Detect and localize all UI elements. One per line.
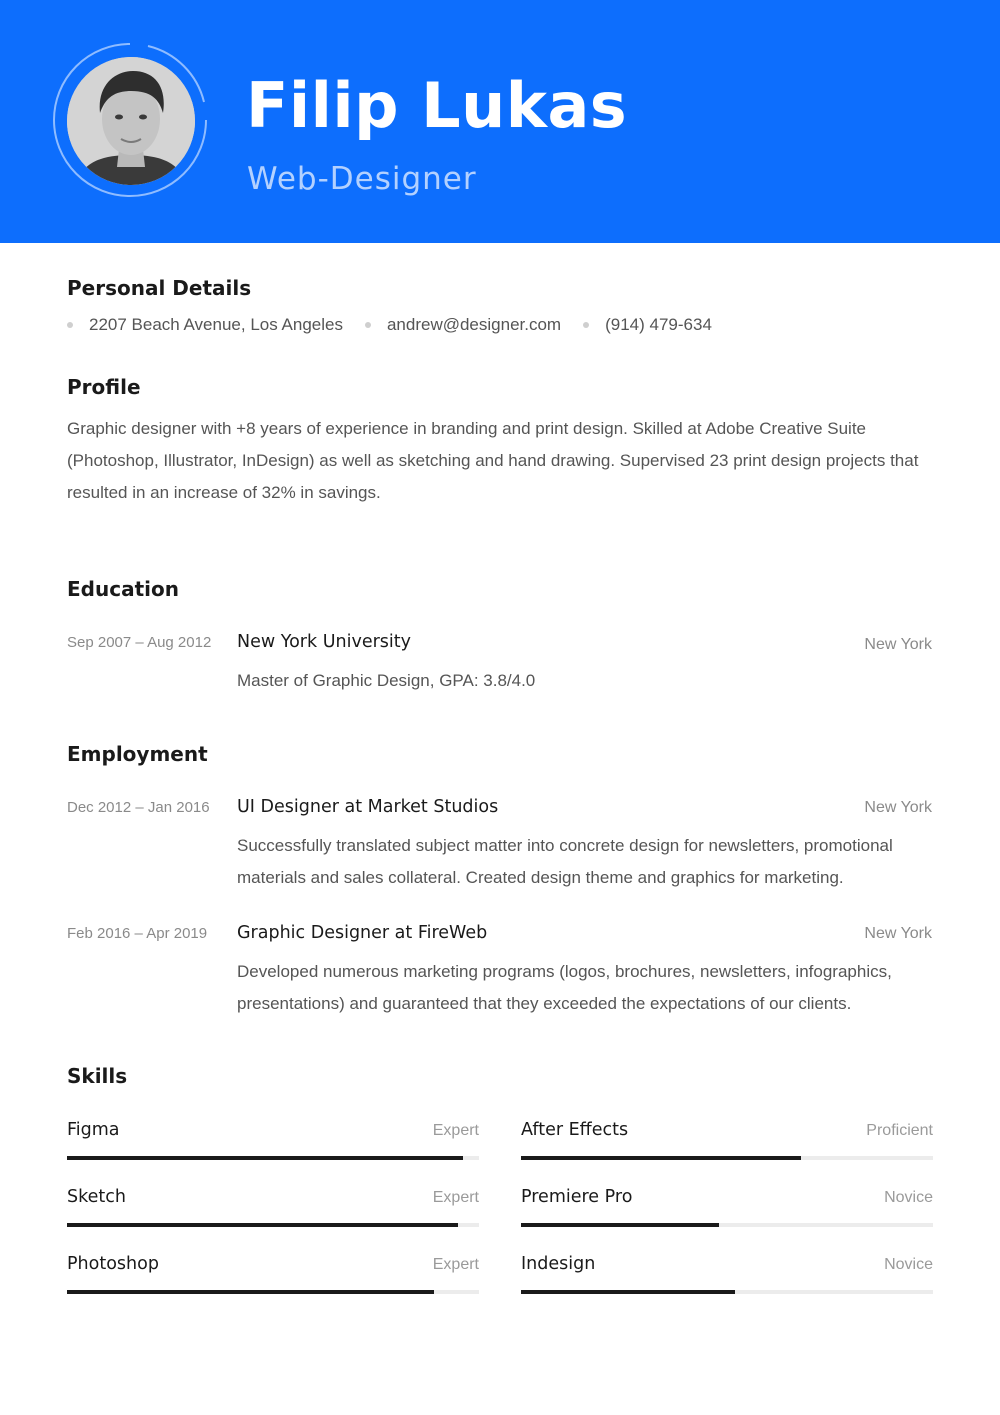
profile-summary: Graphic designer with +8 years of experience in branding and print design. Skilled at Adobe Creative Suite (Photoshop, Illustrator, InDesign) as well as sketching and hand drawing. Supervised 23 print design projects that resulted in an increase of 32% in savings. — [67, 419, 919, 502]
employment-position: UI Designer at Market Studios — [237, 797, 499, 817]
bullet-icon — [583, 322, 589, 328]
education-location: New York — [864, 636, 932, 653]
skill-name: Premiere Pro — [521, 1187, 633, 1207]
employment-dates: Dec 2012 – Jan 2016 — [67, 799, 210, 816]
employment-location: New York — [864, 799, 932, 816]
candidate-role: Web-Designer — [247, 161, 477, 197]
skill-bar — [521, 1156, 933, 1160]
skill-name: Figma — [67, 1120, 120, 1140]
skill-item — [67, 1187, 479, 1227]
skill-level: Expert — [432, 1189, 479, 1206]
personal-details-heading: Personal Details — [67, 276, 252, 300]
education-school: New York University — [237, 632, 411, 652]
email-text[interactable]: andrew@designer.com — [386, 315, 562, 334]
bullet-icon — [365, 322, 371, 328]
skill-name: After Effects — [521, 1120, 629, 1140]
phone-item — [583, 315, 712, 335]
skill-bar — [67, 1156, 479, 1160]
phone-text: (914) 479-634 — [605, 315, 712, 334]
skill-level: Proficient — [866, 1122, 933, 1139]
education-dates: Sep 2007 – Aug 2012 — [67, 634, 212, 651]
skill-bar — [521, 1223, 933, 1227]
portrait-photo-icon — [67, 57, 195, 185]
skill-item — [67, 1120, 479, 1160]
contact-details — [67, 313, 734, 337]
skill-item — [521, 1187, 933, 1227]
skills-heading: Skills — [67, 1064, 128, 1088]
employment-dates: Feb 2016 – Apr 2019 — [67, 925, 208, 942]
skill-bar-fill — [67, 1290, 434, 1294]
skill-bar-fill — [67, 1156, 463, 1160]
header-banner — [0, 0, 1000, 243]
employment-description: Developed numerous marketing programs (logos, brochures, newsletters, infographics, presentations) and guaranteed that they exceeded the expectations of our clients. — [237, 962, 892, 1013]
skill-name: Sketch — [67, 1187, 126, 1207]
email-item[interactable] — [365, 315, 561, 335]
skill-item — [521, 1254, 933, 1294]
skill-name: Indesign — [521, 1254, 596, 1274]
bullet-icon — [67, 322, 73, 328]
education-heading: Education — [67, 577, 179, 601]
profile-heading: Profile — [67, 375, 141, 399]
skill-bar — [67, 1223, 479, 1227]
employment-location: New York — [864, 925, 932, 942]
employment-description: Successfully translated subject matter into concrete design for newsletters, promotional materials and sales collateral. Created design theme and graphics for marketing. — [237, 836, 893, 887]
skill-level: Expert — [432, 1122, 479, 1139]
employment-position: Graphic Designer at FireWeb — [237, 923, 488, 943]
avatar-frame — [52, 42, 208, 198]
employment-heading: Employment — [67, 742, 208, 766]
skill-bar-fill — [521, 1290, 735, 1294]
skill-level: Novice — [884, 1256, 933, 1273]
skill-bar-fill — [67, 1223, 458, 1227]
skill-bar — [67, 1290, 479, 1294]
address-item — [67, 315, 343, 335]
skill-level: Novice — [884, 1189, 933, 1206]
address-text: 2207 Beach Avenue, Los Angeles — [89, 315, 343, 334]
skill-bar-fill — [521, 1156, 801, 1160]
avatar — [67, 57, 195, 185]
skill-item — [521, 1120, 933, 1160]
education-degree: Master of Graphic Design, GPA: 3.8/4.0 — [237, 671, 536, 690]
skill-item — [67, 1254, 479, 1294]
skill-name: Photoshop — [67, 1254, 159, 1274]
skill-bar-fill — [521, 1223, 719, 1227]
skill-bar — [521, 1290, 933, 1294]
skill-level: Expert — [432, 1256, 479, 1273]
candidate-name: Filip Lukas — [246, 69, 628, 142]
